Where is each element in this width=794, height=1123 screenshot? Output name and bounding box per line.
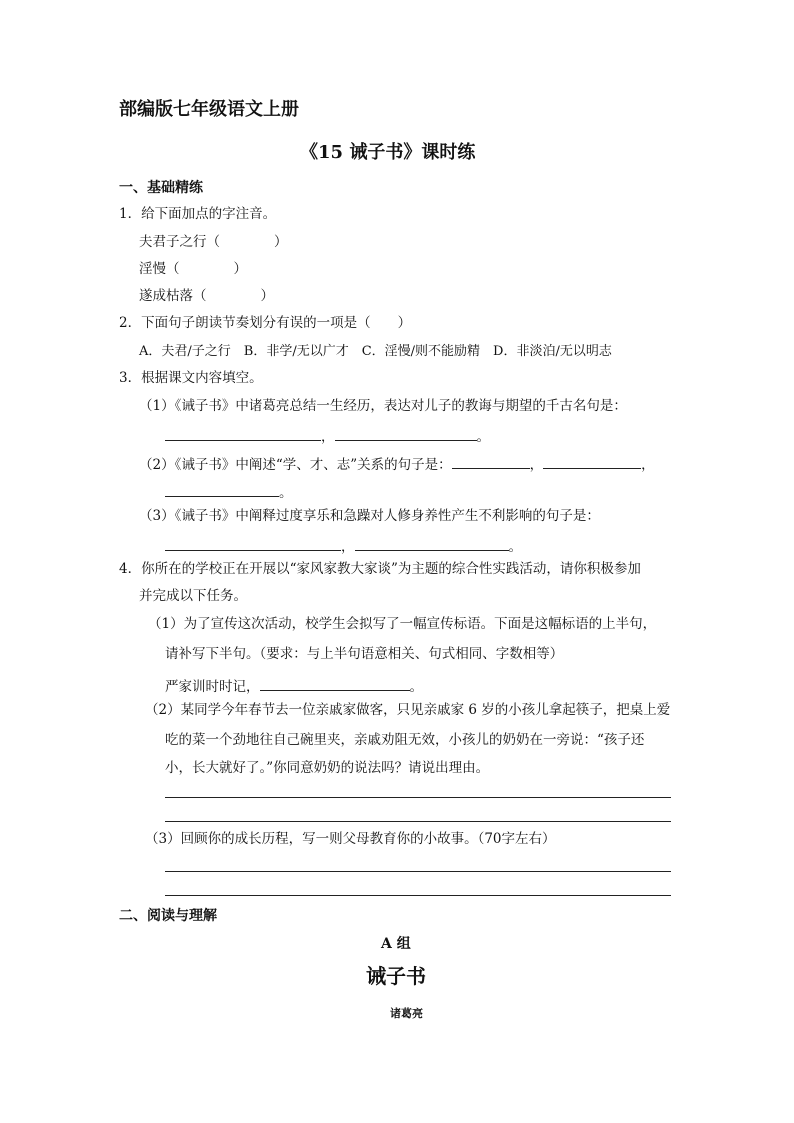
comma: ， [341, 539, 355, 555]
answer-blank[interactable] [335, 427, 477, 441]
answer-rule[interactable] [165, 797, 671, 798]
answer-blank[interactable] [260, 677, 410, 691]
q4-part2-line3: 小，长大就好了。”你同意奶奶的说法吗？请说出理由。 [165, 760, 490, 776]
q3-part2-line [139, 455, 655, 473]
period: 。 [476, 429, 490, 445]
q4-part2-line2: 吃的菜一个劲地往自己碗里夹，亲戚劝阻无效，小孩儿的奶奶在一旁说：“孩子还 [165, 732, 645, 748]
q4-part1-line2: 请补写下半句。（要求：与上半句语意相关、句式相同、字数相等） [165, 646, 564, 662]
q3-part1-answer-line [165, 427, 490, 445]
q3-part2-answer-line [165, 483, 293, 501]
group-label: A 组 [381, 936, 411, 952]
q1-stem: 1．给下面加点的字注音。 [119, 206, 277, 222]
q4-stem-line2: 并完成以下任务。 [139, 588, 247, 604]
comma: ， [321, 429, 335, 445]
q2-options: A．夫君/子之行 B．非学/无以广才 C．淫慢/则不能励精 D．非淡泊/无以明志 [139, 344, 612, 359]
q3-part2-text: （2）《诫子书》中阐述“学、才、志”关系的句子是： [139, 457, 452, 473]
answer-blank[interactable] [165, 483, 279, 497]
q4-stem-line1: 4．你所在的学校正在开展以“家风家教大家谈”为主题的综合性实践活动，请你积极参加 [119, 561, 641, 577]
answer-blank[interactable] [355, 537, 509, 551]
q3-part3-text: （3）《诫子书》中阐释过度享乐和急躁对人修身养性产生不利影响的句子是： [139, 508, 600, 524]
textbook-title: 部编版七年级语文上册 [119, 99, 299, 120]
q4-part2-line1: （2）某同学今年春节去一位亲戚家做客，只见亲戚家 6 岁的小孩儿拿起筷子，把桌上爱 [145, 702, 671, 718]
comma: ， [529, 457, 544, 473]
answer-rule[interactable] [165, 895, 671, 896]
lesson-title: 《15 诫子书》课时练 [300, 142, 476, 163]
q1-item-2: 淫慢（ ） [139, 261, 247, 277]
answer-rule[interactable] [165, 871, 671, 872]
q2-stem: 2．下面句子朗读节奏划分有误的一项是（ ） [119, 315, 412, 331]
poem-title: 诫子书 [366, 964, 426, 988]
answer-blank[interactable] [165, 537, 341, 551]
comma: ， [641, 457, 655, 473]
q3-stem: 3．根据课文内容填空。 [119, 370, 263, 386]
q1-item-3: 遂成枯落（ ） [139, 288, 274, 304]
answer-blank[interactable] [165, 427, 321, 441]
answer-blank[interactable] [452, 455, 530, 469]
q1-item-1: 夫君子之行（ ） [139, 234, 288, 250]
q3-part1-text: （1）《诫子书》中诸葛亮总结一生经历，表达对儿子的教诲与期望的千古名句是： [139, 398, 627, 414]
period: 。 [508, 539, 522, 555]
answer-blank[interactable] [543, 455, 641, 469]
q4-part1-line3 [165, 677, 423, 695]
q4-part3-line1: （3）回顾你的成长历程，写一则父母教育你的小故事。（70字左右） [145, 831, 556, 847]
q4-part1-line1: （1）为了宣传这次活动，校学生会拟写了一幅宣传标语。下面是这幅标语的上半句， [148, 616, 657, 632]
slogan-first-half: 严家训时时记， [165, 679, 260, 695]
q3-part3-answer-line [165, 537, 522, 555]
section1-heading: 一、基础精练 [119, 180, 203, 196]
period: 。 [409, 679, 423, 695]
answer-rule[interactable] [165, 821, 671, 822]
period: 。 [279, 485, 293, 501]
poem-author: 诸葛亮 [390, 1007, 423, 1020]
section2-heading: 二、阅读与理解 [119, 908, 217, 924]
